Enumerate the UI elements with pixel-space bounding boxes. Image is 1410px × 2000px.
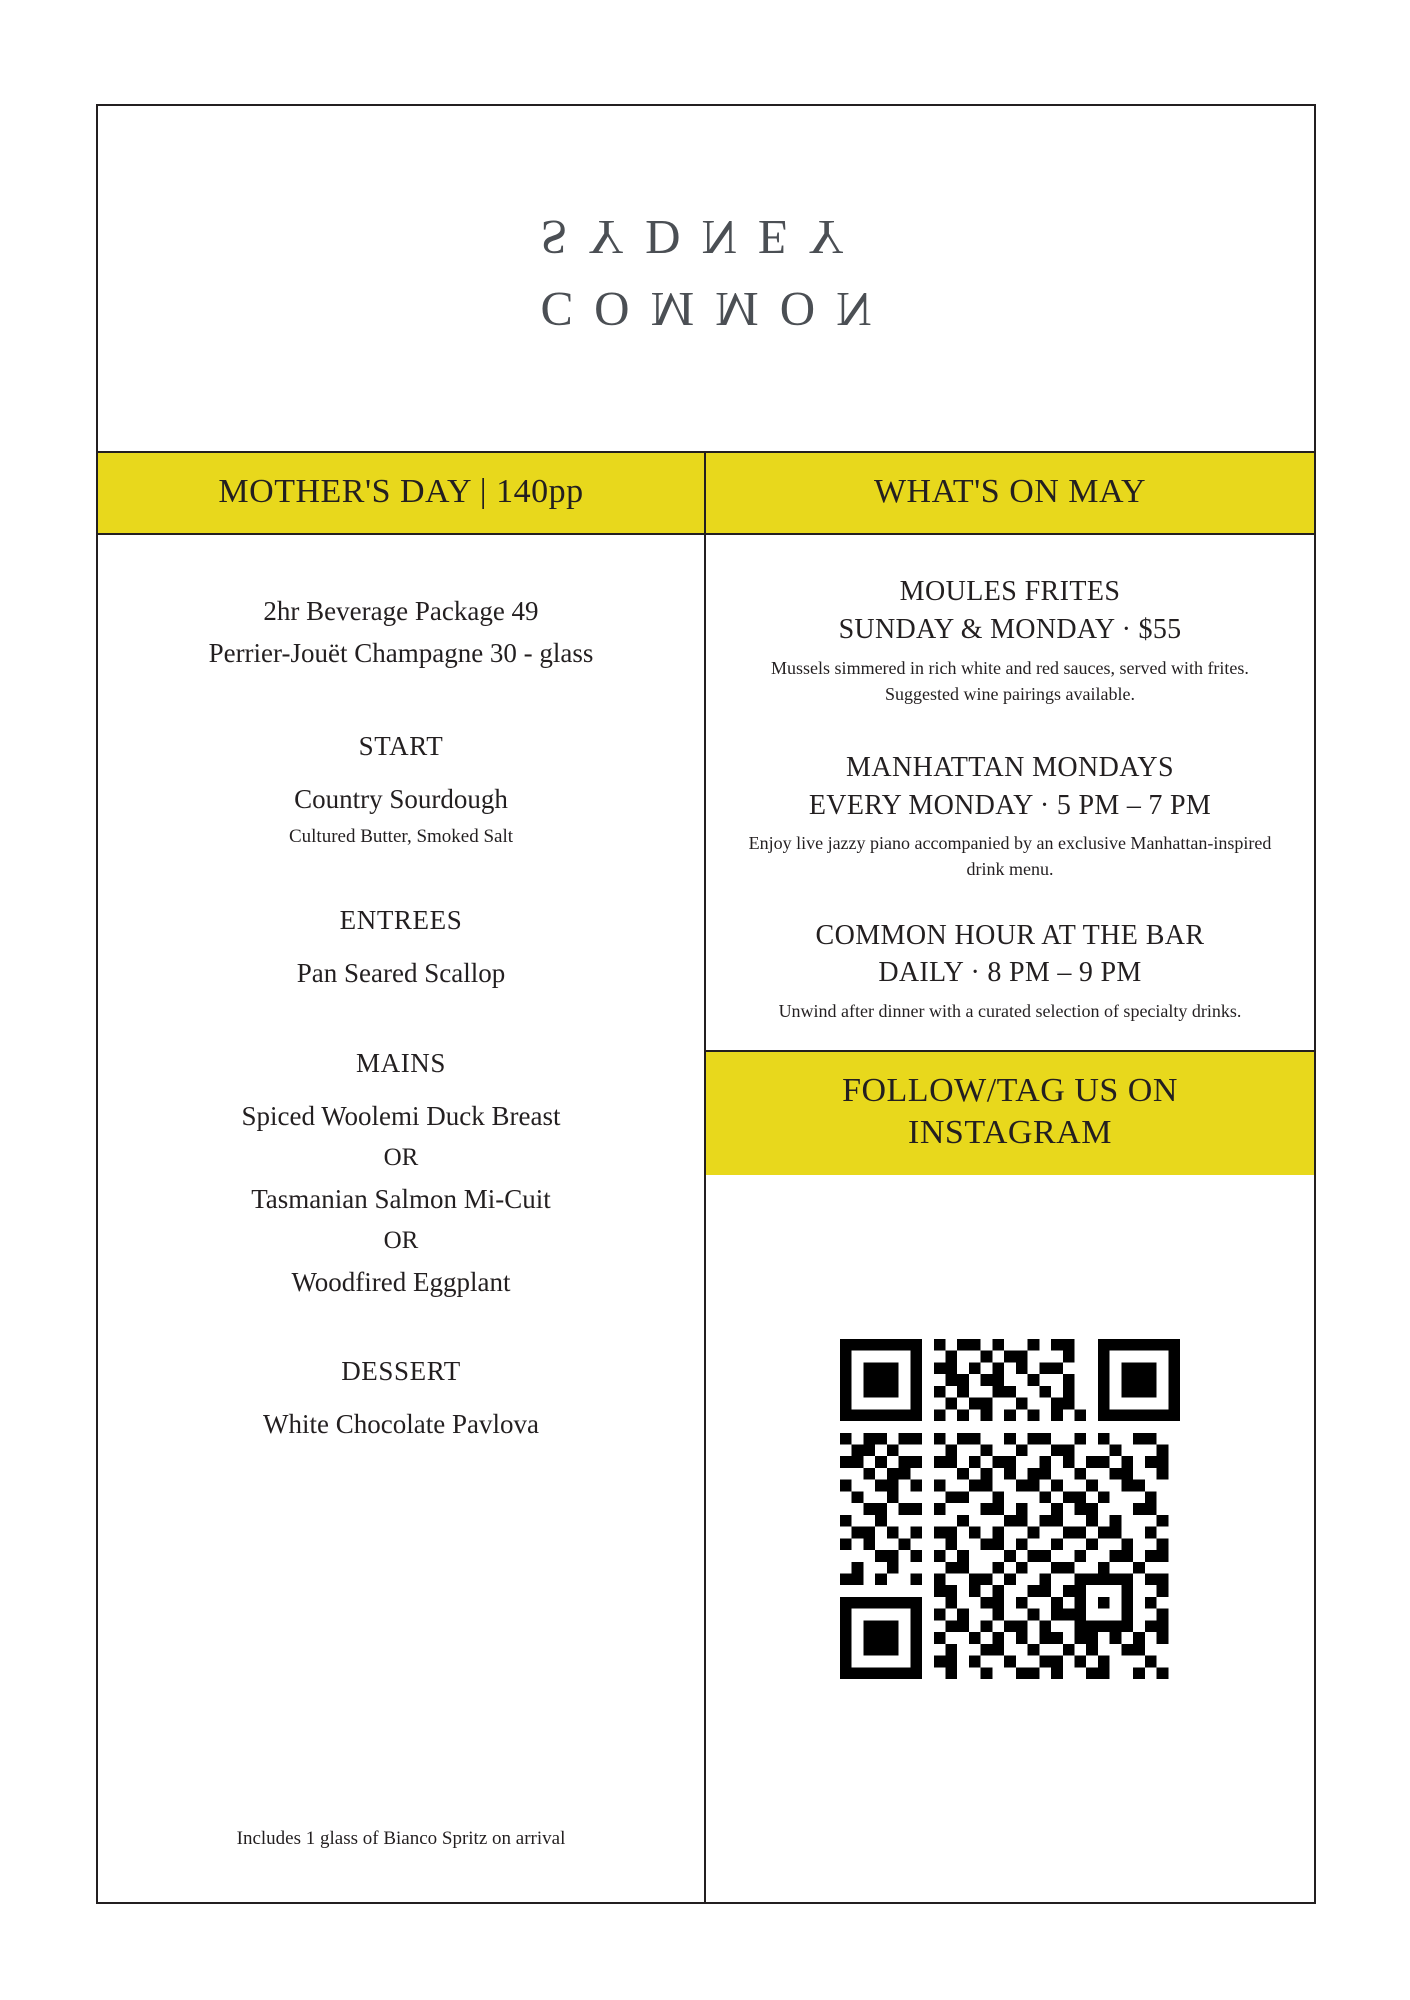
event-description: Enjoy live jazzy piano accompanied by an exclusive Manhattan-inspired drink menu. bbox=[748, 833, 1272, 880]
qr-code[interactable] bbox=[840, 1339, 1180, 1679]
brand-logo-line-1: SYDNEY bbox=[540, 210, 866, 266]
event-name: COMMON HOUR AT THE BAR bbox=[815, 919, 1205, 951]
content-columns bbox=[98, 453, 1314, 1902]
dish-name: Woodfired Eggplant bbox=[291, 1266, 511, 1297]
course-section-entrees bbox=[138, 849, 664, 991]
course-section-mains bbox=[138, 992, 664, 1300]
instagram-banner-line-2: INSTAGRAM bbox=[908, 1113, 1112, 1151]
event-name: MANHATTAN MONDAYS bbox=[846, 751, 1174, 783]
dish-separator: OR bbox=[383, 1226, 419, 1254]
qr-code-area bbox=[706, 1175, 1314, 1902]
event-description: Unwind after dinner with a curated selection of specialty drinks. bbox=[778, 1001, 1242, 1022]
event-schedule: DAILY · 8 PM – 9 PM bbox=[878, 957, 1142, 989]
instagram-banner[interactable] bbox=[706, 1050, 1314, 1175]
instagram-banner-line-1: FOLLOW/TAG US ON bbox=[842, 1072, 1178, 1110]
beverage-line: 2hr Beverage Package 49 bbox=[263, 596, 539, 626]
dish-sub: Cultured Butter, Smoked Salt bbox=[288, 825, 514, 847]
mothers-day-banner: MOTHER'S DAY | 140pp bbox=[98, 453, 704, 535]
course-title: ENTREES bbox=[339, 905, 463, 936]
brand-logo-lines bbox=[520, 202, 893, 344]
beverage-package-block bbox=[138, 591, 664, 675]
dish-name: Pan Seared Scallop bbox=[296, 958, 506, 989]
event-schedule: SUNDAY & MONDAY · $55 bbox=[838, 613, 1182, 645]
dish-name: White Chocolate Pavlova bbox=[263, 1408, 539, 1439]
brand-logo-line-2: COMMON bbox=[540, 281, 893, 337]
event-schedule: EVERY MONDAY · 5 PM – 7 PM bbox=[808, 789, 1212, 821]
course-title: DESSERT bbox=[341, 1355, 461, 1386]
menu-page bbox=[96, 104, 1316, 1904]
whats-on-body bbox=[706, 535, 1314, 1050]
course-title: START bbox=[358, 730, 444, 761]
course-section-start bbox=[138, 675, 664, 850]
dish-name: Country Sourdough bbox=[294, 783, 508, 814]
course-title: MAINS bbox=[355, 1047, 446, 1078]
mothers-day-column bbox=[98, 453, 706, 1902]
event-item bbox=[740, 749, 1280, 883]
dish-separator: OR bbox=[383, 1143, 419, 1171]
mothers-day-body bbox=[98, 535, 704, 1902]
mothers-day-footnote: Includes 1 glass of Bianco Spritz on arrival bbox=[236, 1828, 566, 1849]
event-item bbox=[740, 917, 1280, 1025]
whats-on-column bbox=[706, 453, 1314, 1902]
champagne-line: Perrier-Jouët Champagne 30 - glass bbox=[208, 637, 594, 668]
event-name: MOULES FRITES bbox=[899, 576, 1121, 607]
course-section-dessert bbox=[138, 1300, 664, 1442]
dish-name: Spiced Woolemi Duck Breast bbox=[241, 1100, 561, 1131]
whats-on-banner: WHAT'S ON MAY bbox=[706, 453, 1314, 535]
event-description: Mussels simmered in rich white and red sauces, served with frites. Suggested wine pairings available. bbox=[771, 657, 1249, 704]
dish-name: Tasmanian Salmon Mi-Cuit bbox=[251, 1183, 551, 1214]
brand-logo bbox=[98, 106, 1314, 453]
event-item bbox=[740, 573, 1280, 707]
